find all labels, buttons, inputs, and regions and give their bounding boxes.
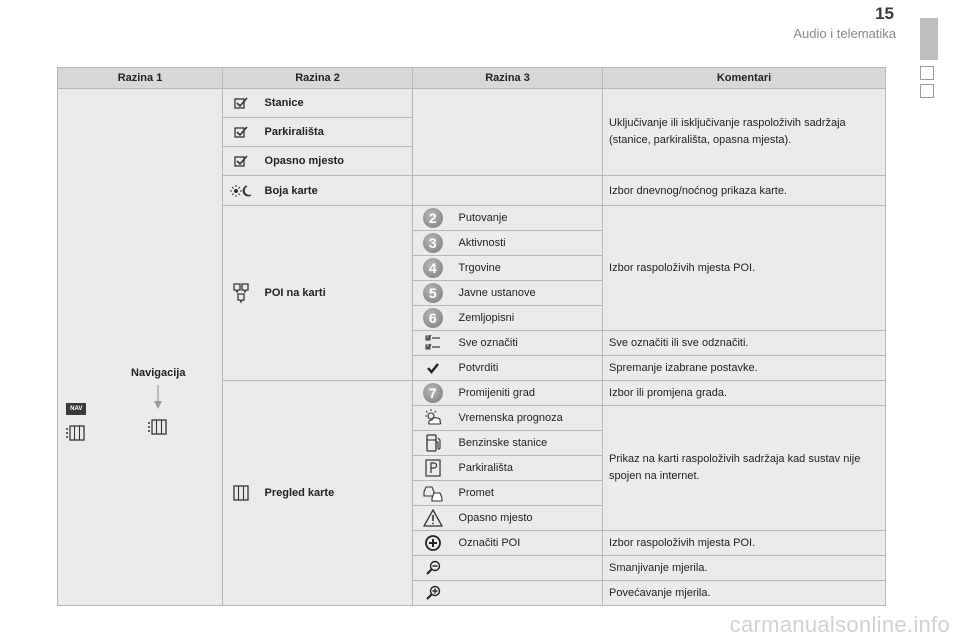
option-poi-na-karti: POI na karti (259, 206, 413, 381)
number-badge-3: 3 (423, 233, 443, 253)
fuel-station-icon (424, 433, 442, 453)
map-view-icon (231, 484, 251, 502)
level2-navigacija-cell (95, 89, 223, 606)
option-promet: Promet (453, 481, 603, 506)
zoom-out-icon (423, 560, 443, 576)
checkmark-icon (426, 362, 440, 374)
arrow-down-icon (152, 385, 164, 411)
option-javne-ustanove: Javne ustanove (453, 281, 603, 306)
number-badge-2: 2 (423, 208, 443, 228)
comment-smanjivanje: Smanjivanje mjerila. (603, 556, 886, 581)
side-tab-active (920, 18, 938, 60)
column-header-razina-1: Razina 1 (58, 68, 223, 89)
comment-oznaciti-poi: Izbor raspoloživih mjesta POI. (603, 531, 886, 556)
option-opasno-mjesto: Opasno mjesto (259, 147, 413, 176)
comment-potvrditi: Spremanje izabrane postavke. (603, 356, 886, 381)
option-promijeniti-grad: Promijeniti grad (453, 381, 603, 406)
option-potvrditi: Potvrditi (453, 356, 603, 381)
comment-boja-karte: Izbor dnevnog/noćnog prikaza karte. (603, 176, 886, 206)
column-header-razina-3: Razina 3 (413, 68, 603, 89)
checkbox-checked-icon (234, 155, 248, 167)
number-badge-7: 7 (423, 383, 443, 403)
map-menu-icon (64, 423, 88, 443)
checkbox-checked-icon (234, 126, 248, 138)
number-badge-6: 6 (423, 308, 443, 328)
option-stanice: Stanice (259, 89, 413, 118)
level1-cell (58, 89, 95, 606)
navigation-menu-table (57, 67, 886, 606)
option-trgovine: Trgovine (453, 256, 603, 281)
checkbox-icon-cell (223, 89, 259, 118)
comment-content-toggle: Uključivanje ili isključivanje raspoloživih sadržaja (stanice, parkirališta, opasna mjesta). (603, 89, 886, 176)
zoom-in-icon (423, 585, 443, 601)
section-title: Audio i telematika (793, 26, 896, 41)
option-parkiralista: Parkirališta (259, 118, 413, 147)
option-vremenska-prognoza: Vremenska prognoza (453, 406, 603, 431)
comment-poi: Izbor raspoloživih mjesta POI. (603, 206, 886, 331)
watermark: carmanualsonline.info (729, 612, 950, 637)
option-parkiralista-2: Parkirališta (453, 456, 603, 481)
map-menu-icon (146, 417, 170, 437)
traffic-icon (422, 484, 444, 502)
day-night-icon (230, 184, 252, 198)
column-header-razina-2: Razina 2 (223, 68, 413, 89)
page-number: 15 (875, 4, 894, 23)
option-zemljopisni: Zemljopisni (453, 306, 603, 331)
option-opasno-mjesto-2: Opasno mjesto (453, 506, 603, 531)
weather-icon (423, 409, 443, 427)
number-badge-5: 5 (423, 283, 443, 303)
comment-pregled-karte: Prikaz na karti raspoloživih sadržaja kad sustav nije spojen na internet. (603, 406, 886, 531)
option-boja-karte: Boja karte (259, 176, 413, 206)
poi-icon (229, 282, 253, 304)
add-poi-icon (424, 534, 442, 552)
number-badge-4: 4 (423, 258, 443, 278)
option-oznaciti-poi: Označiti POI (453, 531, 603, 556)
comment-sve-oznaciti: Sve označiti ili sve odznačiti. (603, 331, 886, 356)
side-tab (920, 84, 934, 98)
side-tab (920, 66, 934, 80)
option-putovanje: Putovanje (453, 206, 603, 231)
select-all-icon (425, 334, 441, 352)
option-sve-oznaciti: Sve označiti (453, 331, 603, 356)
parking-icon (424, 459, 442, 477)
nav-badge: NAV (66, 403, 86, 415)
comment-promijeniti-grad: Izbor ili promjena grada. (603, 381, 886, 406)
navigacija-label: Navigacija (131, 367, 186, 379)
comment-povecavanje: Povećavanje mjerila. (603, 581, 886, 606)
warning-icon (423, 509, 443, 527)
checkbox-checked-icon (234, 97, 248, 109)
option-aktivnosti: Aktivnosti (453, 231, 603, 256)
option-benzinske-stanice: Benzinske stanice (453, 431, 603, 456)
option-pregled-karte: Pregled karte (259, 381, 413, 606)
column-header-komentari: Komentari (603, 68, 886, 89)
